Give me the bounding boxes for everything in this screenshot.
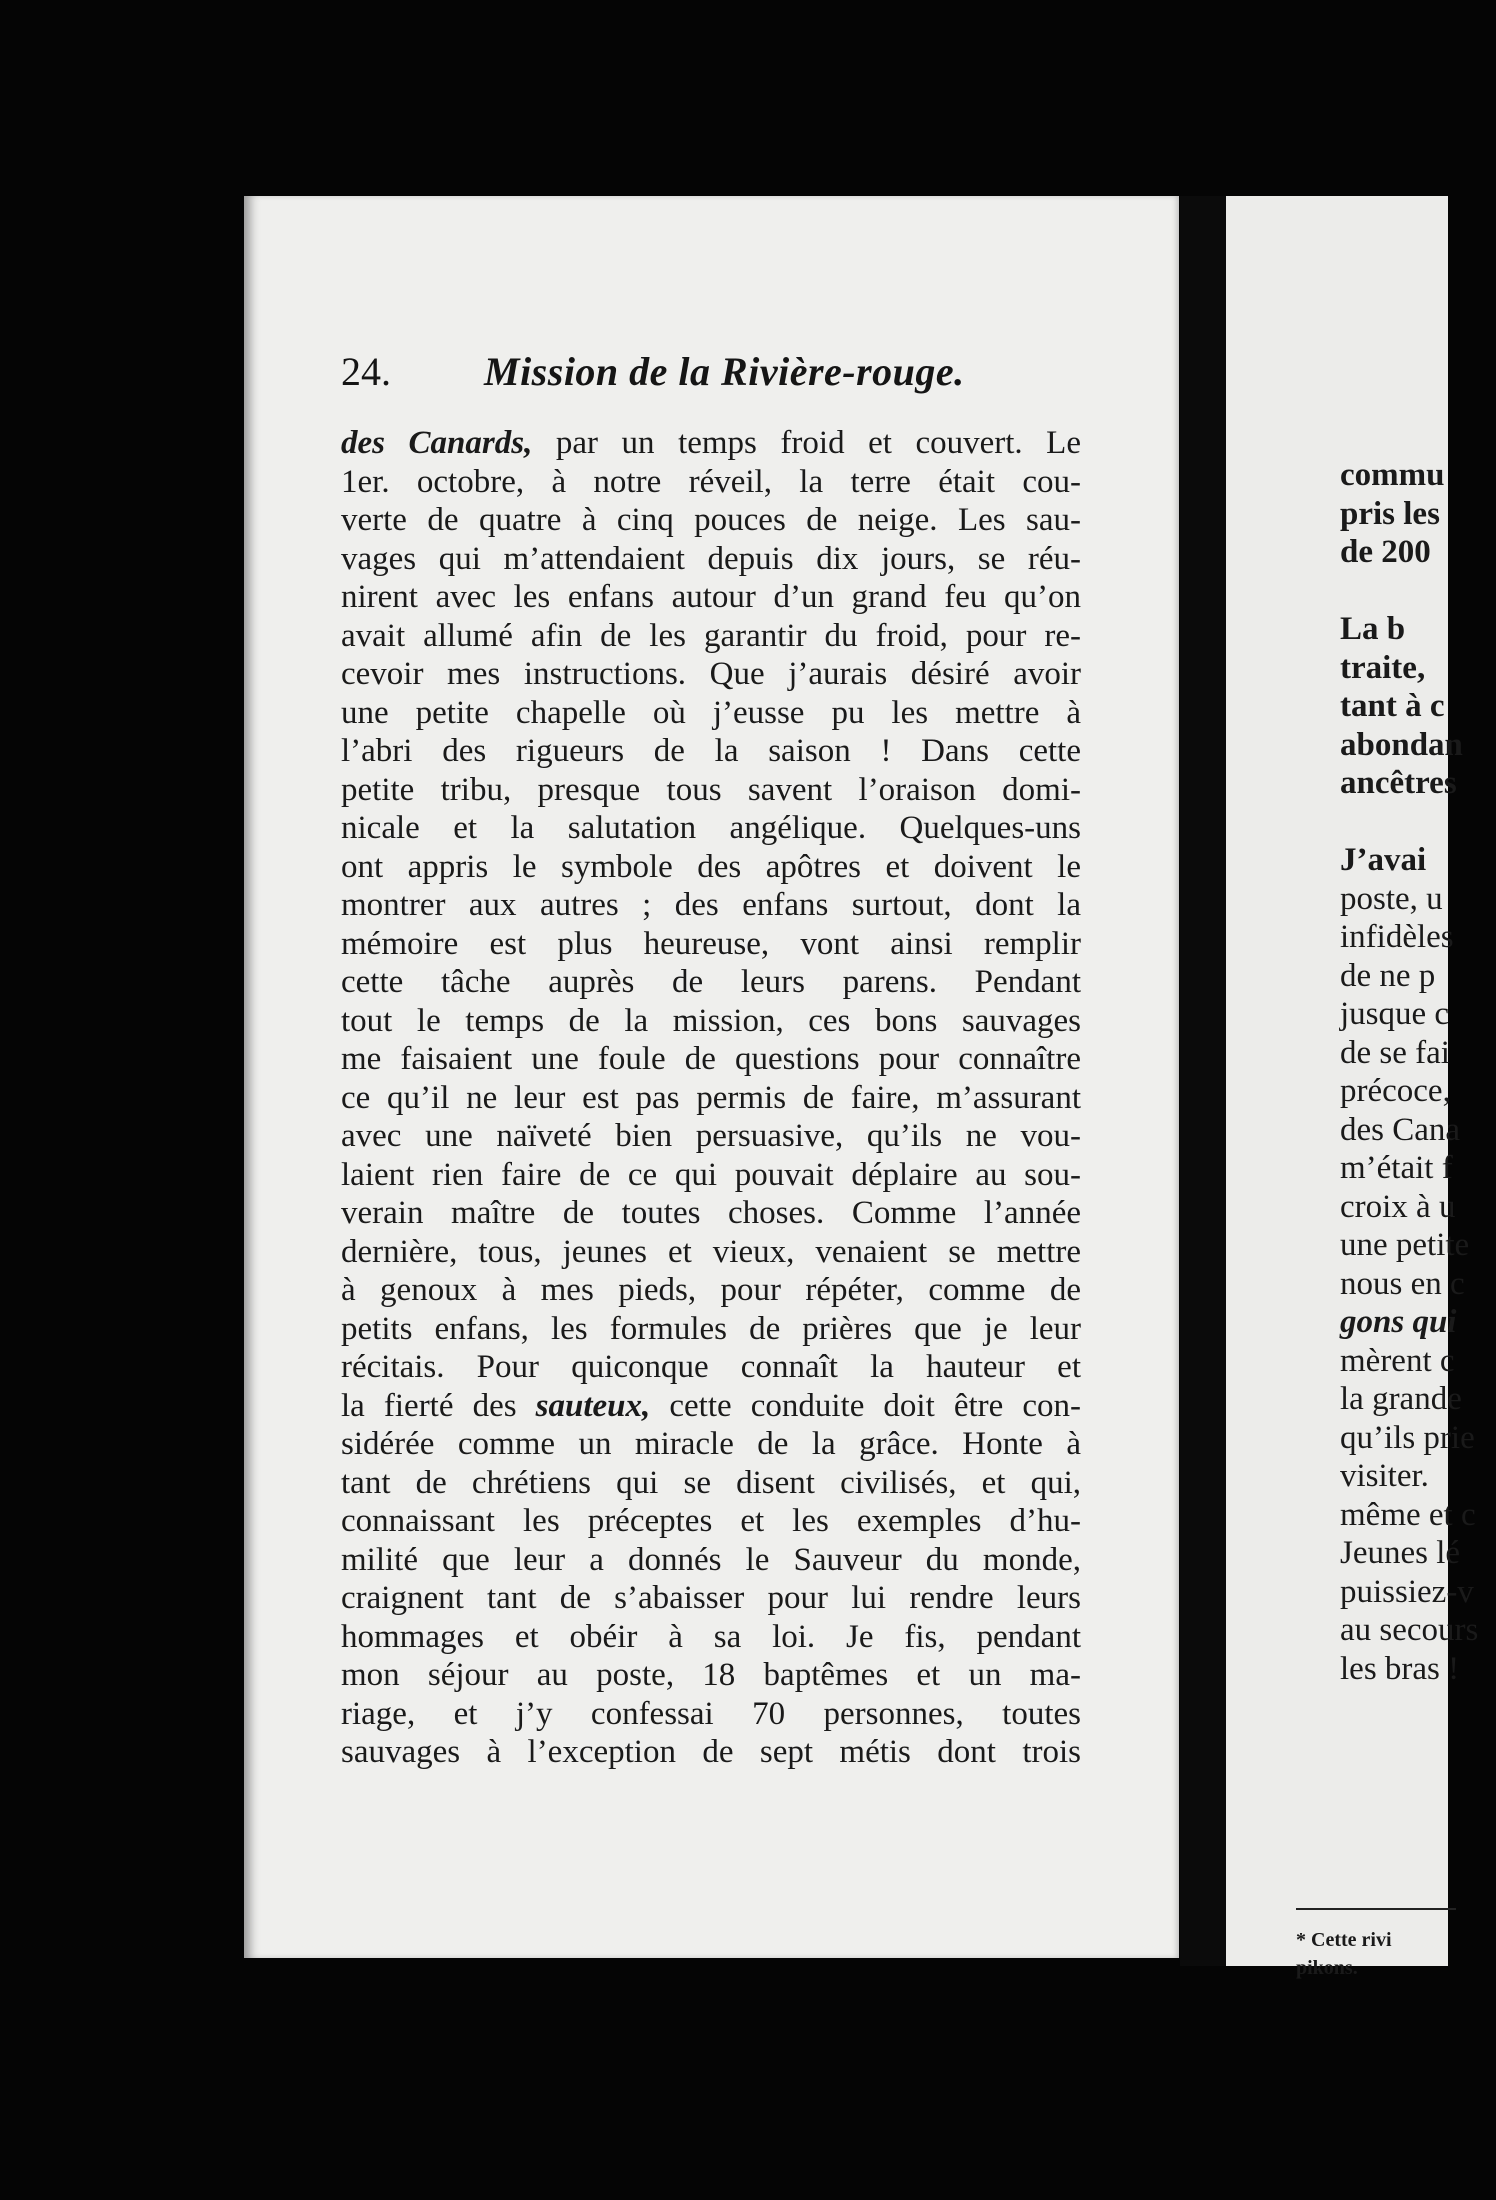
text-line	[341, 732, 1081, 771]
italic-phrase: sauteux,	[535, 1387, 651, 1424]
line-text: milité que leur a donnés le Sauveur du monde,	[341, 1541, 1081, 1578]
left-page	[244, 196, 1179, 1958]
text-line	[341, 1464, 1081, 1503]
line-text: montrer aux autres ; des enfans surtout, dont la	[341, 887, 1081, 923]
line-text: récitais. Pour quiconque connaît la hauteur et	[341, 1349, 1081, 1385]
fragment-line: des Cana	[1340, 1111, 1461, 1148]
text-line	[341, 1194, 1081, 1233]
fragment-line: J’avai	[1340, 842, 1427, 878]
fragment-line: qu’ils prie	[1340, 1419, 1475, 1456]
line-text: à genoux à mes pieds, pour répéter, comme de	[341, 1272, 1081, 1308]
book-gutter	[1180, 196, 1228, 1966]
text-line	[341, 1425, 1081, 1464]
fragment-line: poste, u	[1340, 880, 1443, 917]
line-text: cevoir mes instructions. Que j’aurais désiré avoir	[341, 656, 1081, 692]
line-text: cette conduite doit être con-	[650, 1387, 1081, 1424]
line-text: nirent avec les enfans autour d’un grand feu qu’on	[341, 579, 1081, 615]
text-line	[341, 1079, 1081, 1118]
fragment-line: précoce,	[1340, 1073, 1451, 1109]
text-line	[341, 1271, 1081, 1310]
fragment-line: jusque c	[1340, 996, 1450, 1032]
fragment-line: traite,	[1340, 649, 1426, 686]
text-line	[341, 1618, 1081, 1657]
line-text: craignent tant de s’abaisser pour lui rendre leurs	[341, 1580, 1081, 1616]
line-text: mémoire est plus heureuse, vont ainsi remplir	[341, 925, 1081, 962]
line-text: tant de chrétiens qui se disent civilisés, et qui,	[341, 1464, 1081, 1501]
line-text: sauvages à l’exception de sept métis dont trois	[341, 1734, 1081, 1770]
fragment-line	[1340, 572, 1450, 611]
text-line	[341, 1233, 1081, 1272]
text-line	[341, 1117, 1081, 1156]
text-line	[341, 1040, 1081, 1079]
footnote-line: * Cette rivi	[1296, 1929, 1392, 1951]
text-line	[341, 501, 1081, 540]
text-line	[341, 694, 1081, 733]
line-text: 1er. octobre, à notre réveil, la terre était cou-	[341, 463, 1081, 500]
text-line	[341, 963, 1081, 1002]
fragment-line: tant à c	[1340, 688, 1445, 724]
line-text: ce qu’il ne leur est pas permis de faire, m’assurant	[341, 1079, 1081, 1116]
line-text: hommages et obéir à sa loi. Je fis, pendant	[341, 1618, 1081, 1655]
footnote-rule	[1296, 1908, 1456, 1910]
footnote	[1296, 1926, 1496, 1982]
line-text: petits enfans, les formules de prières que je leur	[341, 1310, 1081, 1347]
fragment-line: de ne p	[1340, 957, 1436, 994]
text-line	[341, 809, 1081, 848]
fragment-line: croix à u	[1340, 1188, 1456, 1225]
line-text: sidérée comme un miracle de la grâce. Honte à	[341, 1426, 1081, 1462]
text-line	[341, 1348, 1081, 1387]
fragment-line: commu	[1340, 457, 1445, 493]
fragment-line: gons qui	[1340, 1304, 1457, 1340]
page-header	[341, 348, 1161, 398]
text-line	[341, 1387, 1081, 1426]
line-text: me faisaient une foule de questions pour connaître	[341, 1041, 1081, 1077]
text-line	[341, 655, 1081, 694]
text-line	[341, 1733, 1081, 1772]
fragment-line	[1340, 803, 1450, 842]
fragment-line: au secours	[1340, 1612, 1479, 1648]
fragment-line: une petite	[1340, 1227, 1470, 1263]
line-text: la fierté des	[341, 1387, 536, 1424]
line-text: ont appris le symbole des apôtres et doivent le	[341, 848, 1081, 885]
fragment-line: de 200	[1340, 534, 1431, 570]
line-text: vages qui m’attendaient depuis dix jours, se réu-	[341, 540, 1081, 577]
line-text: petite tribu, presque tous savent l’oraison domi-	[341, 771, 1081, 808]
fragment-line: la grande	[1340, 1381, 1462, 1417]
fragment-line: mèrent c	[1340, 1342, 1455, 1379]
text-line	[341, 771, 1081, 810]
fragment-line: La b	[1340, 611, 1406, 647]
line-text: avec une naïveté bien persuasive, qu’ils ne vou-	[341, 1118, 1081, 1154]
text-line	[341, 1579, 1081, 1618]
line-text: verte de quatre à cinq pouces de neige. Les sau-	[341, 502, 1081, 538]
fragment-line: infidèles	[1340, 919, 1454, 955]
text-line	[341, 578, 1081, 617]
text-line	[341, 848, 1081, 887]
text-line	[341, 617, 1081, 656]
fragment-line: visiter.	[1340, 1458, 1429, 1494]
fragment-line: pris les	[1340, 495, 1440, 532]
fragment-line: de se fai	[1340, 1034, 1450, 1071]
text-line	[341, 424, 1081, 463]
fragment-line: m’était f	[1340, 1150, 1453, 1186]
line-text: avait allumé afin de les garantir du froid, pour re-	[341, 617, 1081, 654]
text-line	[341, 1695, 1081, 1734]
line-text: par un temps froid et couvert. Le	[532, 425, 1081, 461]
line-text: dernière, tous, jeunes et vieux, venaient se mettre	[341, 1233, 1081, 1270]
right-page-text	[1340, 456, 1479, 1688]
italic-phrase: des Canards,	[341, 425, 533, 461]
line-text: riage, et j’y confessai 70 personnes, toutes	[341, 1695, 1081, 1732]
line-text: nicale et la salutation angélique. Quelques-uns	[341, 810, 1081, 846]
body-text	[341, 424, 1081, 1772]
line-text: tout le temps de la mission, ces bons sauvages	[341, 1002, 1081, 1039]
line-text: cette tâche auprès de leurs parens. Pendant	[341, 964, 1081, 1000]
text-line	[341, 540, 1081, 579]
fragment-line: ancêtres	[1340, 765, 1457, 801]
line-text: mon séjour au poste, 18 baptêmes et un ma-	[341, 1657, 1081, 1693]
right-page-fragment	[1226, 196, 1479, 1979]
line-text: connaissant les préceptes et les exemples d’hu-	[341, 1503, 1081, 1539]
text-line	[341, 1541, 1081, 1580]
footnote-line: pikons.	[1296, 1957, 1358, 1979]
line-text: verain maître de toutes choses. Comme l’année	[341, 1195, 1081, 1231]
line-text: laient rien faire de ce qui pouvait déplaire au sou-	[341, 1156, 1081, 1193]
line-text: l’abri des rigueurs de la saison ! Dans cette	[341, 733, 1081, 769]
text-line	[341, 1002, 1081, 1041]
text-line	[341, 463, 1081, 502]
line-text: une petite chapelle où j’eusse pu les mettre à	[341, 694, 1081, 731]
text-line	[341, 1156, 1081, 1195]
fragment-line: puissiez-v	[1340, 1573, 1474, 1610]
text-line	[341, 886, 1081, 925]
running-head: Mission de la Rivière-rouge.	[484, 349, 965, 394]
fragment-line: abondan	[1340, 726, 1463, 763]
text-line	[341, 1502, 1081, 1541]
text-line	[341, 1656, 1081, 1695]
text-line	[341, 925, 1081, 964]
fragment-line: les bras !	[1340, 1650, 1460, 1687]
fragment-line: même et c	[1340, 1496, 1476, 1533]
fragment-line: nous en c	[1340, 1265, 1465, 1302]
fragment-line: Jeunes lé	[1340, 1535, 1461, 1571]
text-line	[341, 1310, 1081, 1349]
page-number: 24.	[341, 349, 391, 394]
